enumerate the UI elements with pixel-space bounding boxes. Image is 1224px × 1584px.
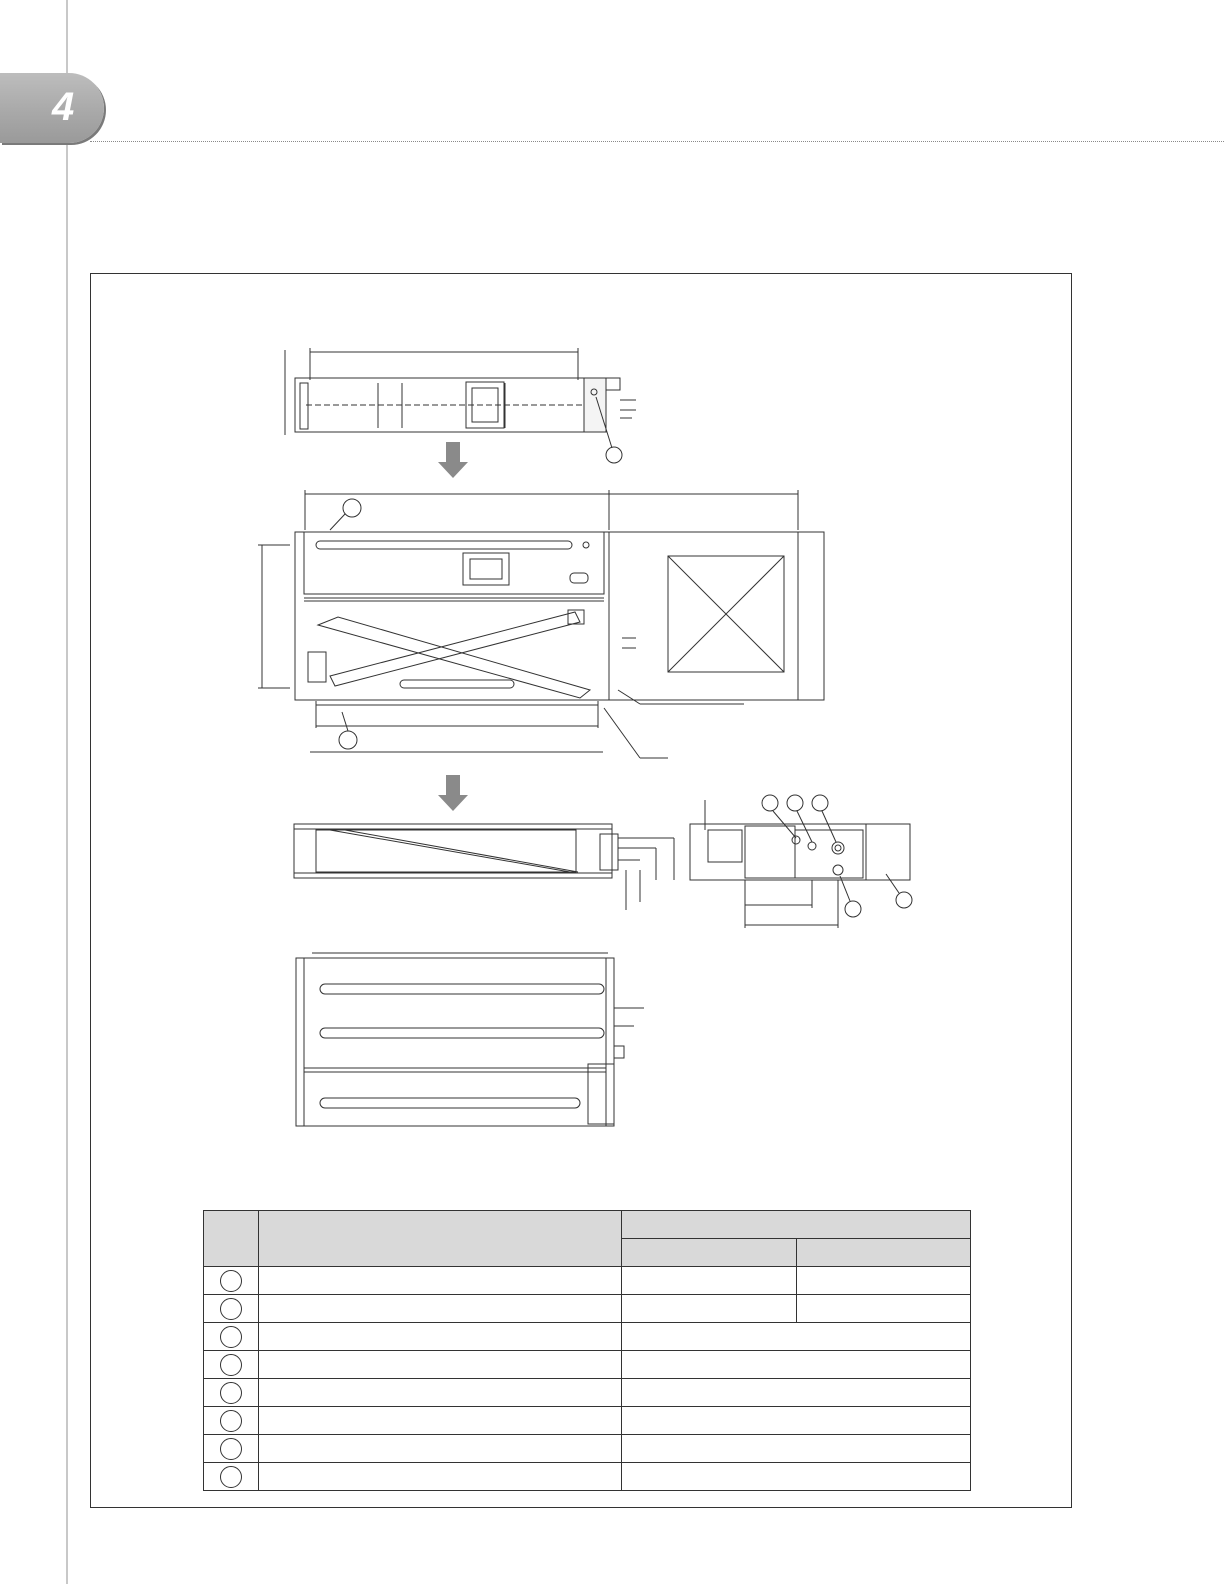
row-number-circle	[220, 1354, 242, 1376]
table-row	[204, 1407, 971, 1435]
table-row	[204, 1435, 971, 1463]
header-spec-a	[622, 1239, 796, 1267]
callout-marker	[845, 901, 861, 917]
table-header-row	[204, 1211, 971, 1239]
row-number-circle	[220, 1270, 242, 1292]
table-row	[204, 1295, 971, 1323]
view-top-elevation	[285, 348, 636, 463]
view-side-elevation	[294, 824, 674, 910]
header-spec	[622, 1211, 971, 1239]
header-no	[204, 1211, 259, 1267]
view-end-elevation	[690, 795, 912, 928]
table-row	[204, 1351, 971, 1379]
callout-marker	[896, 892, 912, 908]
table-row	[204, 1267, 971, 1295]
chapter-number: 4	[52, 85, 75, 129]
view-bottom	[296, 953, 644, 1126]
row-number-circle	[220, 1410, 242, 1432]
view-plan	[258, 490, 824, 758]
arrow-down-icon	[438, 442, 468, 478]
header-name	[258, 1211, 622, 1267]
row-number-circle	[220, 1326, 242, 1348]
header-spec-b	[796, 1239, 970, 1267]
callout-marker	[606, 447, 622, 463]
row-number-circle	[220, 1438, 242, 1460]
table-row	[204, 1379, 971, 1407]
callout-marker	[787, 795, 803, 811]
row-number-circle	[220, 1382, 242, 1404]
callout-marker	[762, 795, 778, 811]
callout-marker	[812, 795, 828, 811]
row-number-circle	[220, 1298, 242, 1320]
callout-marker	[339, 731, 357, 749]
row-number-circle	[220, 1466, 242, 1488]
table-row	[204, 1463, 971, 1491]
arrow-down-icon	[438, 775, 468, 811]
callout-marker	[343, 499, 361, 517]
table-row	[204, 1323, 971, 1351]
parts-table	[203, 1210, 971, 1491]
